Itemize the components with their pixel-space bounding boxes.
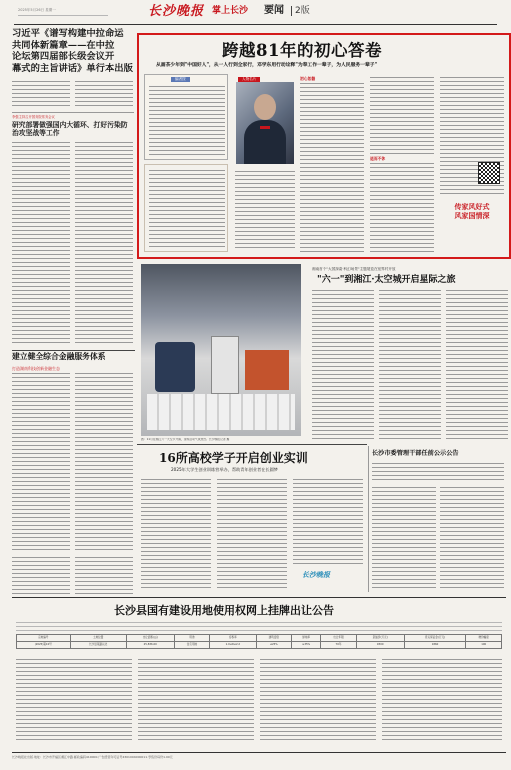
logo-text: 长沙晚报: [148, 4, 205, 19]
logo: [148, 3, 204, 21]
finance-story: [12, 352, 135, 552]
left-lead-story: [12, 28, 135, 348]
cadre-notice: [372, 446, 508, 592]
entrepreneur-story: [137, 446, 367, 596]
section-name: 要闻: [264, 5, 284, 16]
finance-headline: 建立健全综合金融服务体系: [12, 352, 106, 361]
entrepreneur-logo: 长沙晚报: [302, 570, 330, 579]
photo-story: [137, 262, 511, 442]
person-card-label: 人物名片: [238, 77, 260, 82]
entrepreneur-sub: 2025年大学生创业训练营举办，帮助青年创业者在长圆梦: [171, 467, 278, 472]
date-line: 2025年5月26日 星期一: [18, 8, 56, 12]
masthead-info-lines: [18, 14, 118, 19]
calligraphy-stamp: 传家风好式 风家国情深: [454, 202, 490, 220]
portrait-photo: [236, 82, 294, 164]
photo-kicker: 湘南首个"大国探索·科幻场景"主题展览在宽界村开放: [312, 267, 396, 271]
feature-title: 跨越81年的初心答卷: [222, 41, 382, 60]
section-label-2: 退而不休: [370, 156, 386, 161]
entrepreneur-headline: 16所高校学子开启创业实训: [159, 451, 308, 465]
qr-code[interactable]: [478, 162, 500, 184]
footer: 长沙晚报社出版·地址：长沙市开福区湘江中路·邮政编码410000·广告经营许可证号4301004000011·零售价每份1.00元: [12, 755, 173, 759]
section-label-1: 初心如磐: [300, 76, 316, 81]
table-row: (2025)第10号 长沙县某路以北 25,836.00 住宅用地 1.0≤R≤2.2 ≤25% ≥35% 70年 9300 1860 100: [17, 642, 502, 649]
cadre-headline: 长沙市委管理干部任前公示公告: [372, 450, 459, 457]
photo-headline: "六一"到湘江·太空城开启星际之旅: [317, 275, 456, 285]
lead-headline: 习近平《谱写构建中拉命运 共同体新篇章——在中拉 论坛第四届部长级会议开 幕式的主旨讲话》单行本出版: [12, 28, 133, 74]
feature-subtitle: 从画茶少年到"中国好人"，从一人行到全家行，邓学东用行动诠释"为奉工作一辈子，为人民服务一辈子": [156, 63, 378, 68]
notice-headline: 长沙县国有建设用地使用权网上挂牌出让公告: [114, 604, 334, 617]
sub-kicker: 李强主持召开国务院常务会议: [12, 115, 55, 119]
photo-caption: 图：11月在湘江六一大空节开幕，现场活动气氛热烈。长沙晚报记者 摄: [141, 438, 230, 441]
editor-note-label: 编者按: [171, 77, 190, 82]
notice-table: 宗地编号 土地位置 出让面积(㎡) 用途 容积率 建筑密度 绿地率 出让年限 起始价(万元) 竞买保证金(万元) 增价幅度 (2025)第10号 长沙县某路以北 25,836.00 住宅用地 1.0≤R≤2.2 ≤25% ≥35% 70年 9300 1860 100: [16, 634, 502, 649]
page-number: 2版: [295, 6, 310, 16]
finance-sub: 打造湖南科技创新金融生态: [12, 365, 60, 371]
main-photo: [141, 264, 301, 436]
land-notice: [12, 600, 506, 750]
logo-sub: 掌上长沙: [212, 6, 249, 16]
masthead: [0, 0, 511, 28]
feature-quote: [144, 164, 228, 252]
editor-note: [144, 74, 228, 160]
sub-headline: 研究部署做强国内大循环、打好污染防治攻坚战等工作: [12, 121, 128, 137]
feature-story: [140, 36, 508, 256]
